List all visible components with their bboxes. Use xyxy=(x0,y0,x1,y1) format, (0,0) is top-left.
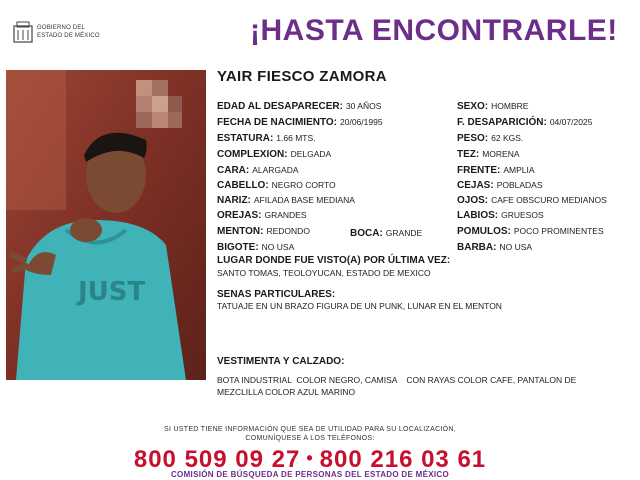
field-lips: LABIOS: GRUESOS xyxy=(457,210,544,221)
field-ears: OREJAS: GRANDES xyxy=(217,210,307,221)
last-seen-value: SANTO TOMAS, TEOLOYUCAN, ESTADO DE MEXICO xyxy=(217,268,431,278)
headline-banner: ¡HASTA ENCONTRARLE! xyxy=(250,14,618,47)
field-face: CARA: ALARGADA xyxy=(217,165,299,176)
phone-number-2[interactable]: 800 216 03 61 xyxy=(319,446,487,473)
field-cheekbones: POMULOS: POCO PROMINENTES xyxy=(457,226,604,237)
field-forehead: FRENTE: AMPLIA xyxy=(457,165,535,176)
field-sex: SEXO: HOMBRE xyxy=(457,101,529,112)
field-age: EDAD AL DESAPARECER: 30 AÑOS xyxy=(217,101,382,112)
contact-info-line-2: COMUNÍQUESE A LOS TELÉFONOS: xyxy=(245,435,375,442)
field-chin: MENTON: REDONDO xyxy=(217,226,310,237)
last-seen-label: LUGAR DONDE FUE VISTO(A) POR ÚLTIMA VEZ: xyxy=(217,255,451,266)
field-mustache: BIGOTE: NO USA xyxy=(217,242,295,253)
field-weight: PESO: 62 KGS. xyxy=(457,133,524,144)
contact-info-line-1: SI USTED TIENE INFORMACIÓN QUE SEA DE UTILIDAD PARA SU LOCALIZACIÓN, xyxy=(163,426,457,433)
field-mouth: BOCA: GRANDE xyxy=(350,228,423,239)
field-hair: CABELLO: NEGRO CORTO xyxy=(217,180,336,191)
person-name: YAIR FIESCO ZAMORA xyxy=(217,68,387,85)
field-nose: NARIZ: AFILADA BASE MEDIANA xyxy=(217,195,355,206)
clothing-label: VESTIMENTA Y CALZADO: xyxy=(217,356,345,367)
clothing-value: BOTA INDUSTRIAL COLOR NEGRO, CAMISA CON RAYAS COLOR CAFE, PANTALON DE MEZCLILLA COLOR AZUL MARINO xyxy=(217,375,579,397)
field-disappearance-date: F. DESAPARICIÓN: 04/07/2025 xyxy=(457,117,593,128)
missing-person-photo xyxy=(6,70,206,380)
field-eyes: OJOS: CAFE OBSCURO MEDIANOS xyxy=(457,195,607,206)
logo-line-1: GOBIERNO DEL xyxy=(37,25,86,31)
field-height: ESTATURA: 1.66 MTS. xyxy=(217,133,316,144)
phone-separator: • xyxy=(306,448,314,468)
phone-number-1[interactable]: 800 509 09 27 xyxy=(133,446,301,473)
particular-marks-label: SENAS PARTICULARES: xyxy=(217,289,336,300)
logo-line-2: ESTADO DE MÉXICO xyxy=(37,33,100,39)
field-build: COMPLEXION: DELGADA xyxy=(217,149,332,160)
particular-marks-value: TATUAJE EN UN BRAZO FIGURA DE UN PUNK, LUNAR EN EL MENTON xyxy=(217,301,502,311)
state-emblem-icon xyxy=(12,20,34,44)
field-eyebrows: CEJAS: POBLADAS xyxy=(457,180,543,191)
svg-text:JUST: JUST xyxy=(78,277,146,307)
state-government-logo xyxy=(12,20,132,46)
field-beard: BARBA: NO USA xyxy=(457,242,533,253)
field-complexion: TEZ: MORENA xyxy=(457,149,520,160)
commission-name: COMISIÓN DE BÚSQUEDA DE PERSONAS DEL ESTADO DE MÉXICO xyxy=(170,470,449,479)
field-birth-date: FECHA DE NACIMIENTO: 20/06/1995 xyxy=(217,117,383,128)
